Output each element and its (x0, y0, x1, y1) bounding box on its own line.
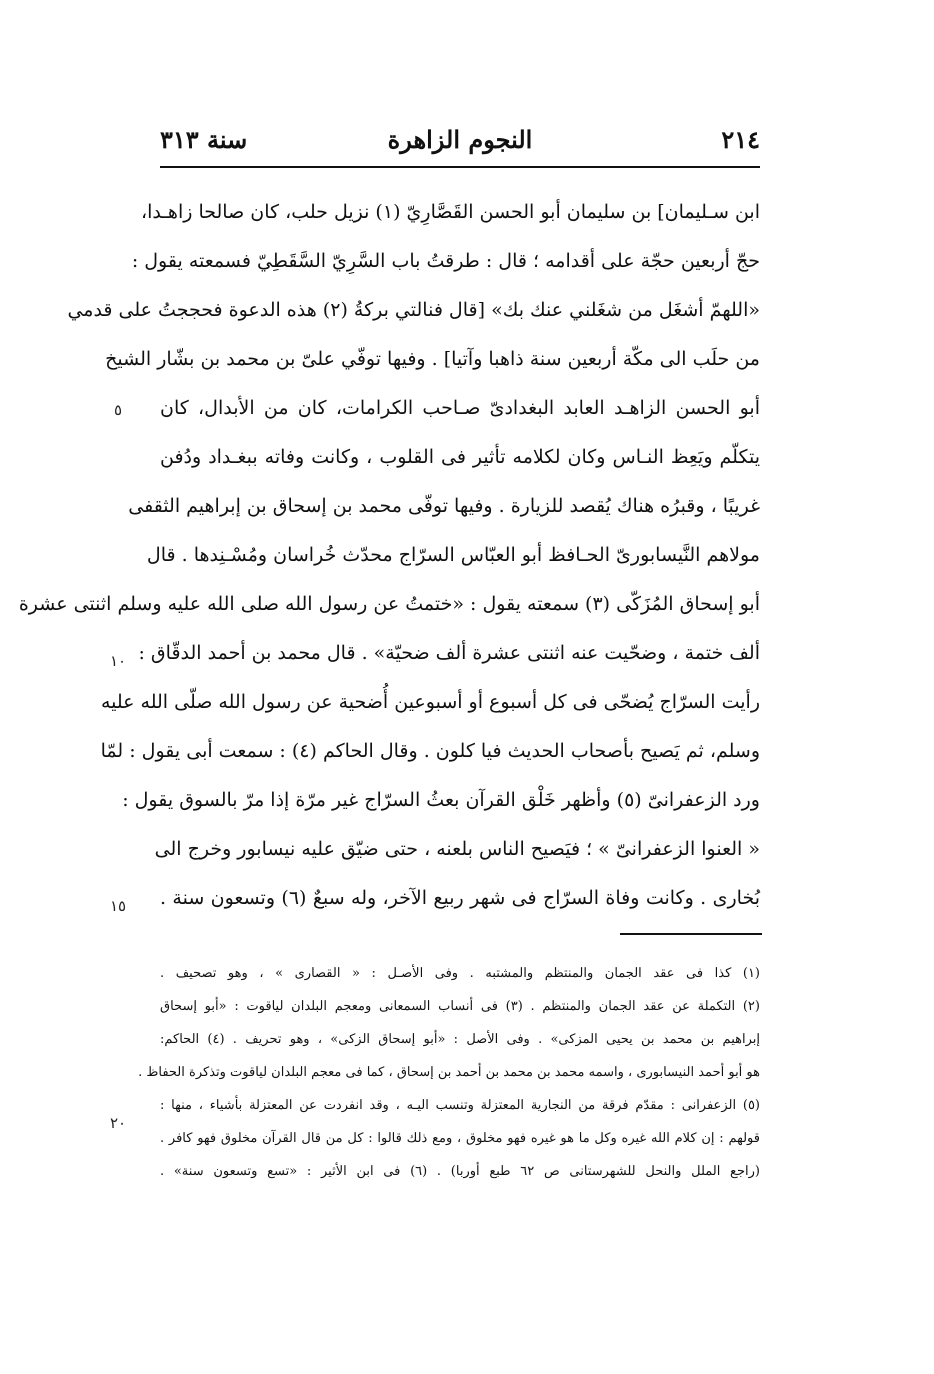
footnote-rule (620, 933, 762, 935)
text-line: أبو إسحاق المُزَكّى (٣) سمعته يقول : «ختمتُ عن رسول الله صلى الله عليه وسلم اثنتى عشرة (18, 593, 760, 615)
page-number: ٢١٤ (721, 125, 760, 154)
line-number-5: ٥ (113, 401, 123, 419)
line-number-10: ١٠ (109, 652, 127, 670)
footnote-line: (٢) التكملة عن عقد الجمان والمنتظم . (٣) فى أنساب السمعانى ومعجم البلدان لياقوت : «أبو إسحاق (160, 999, 760, 1014)
footnote-line: قولهم : إن كلام الله غيره وكل ما هو غيره فهو مخلوق ، ومع ذلك قالوا : كل من قال القرآن مخلوق فهو كافر . (160, 1131, 760, 1146)
text-line: « العنوا الزعفرانىّ » ؛ فيَصيح الناس بلعنه ، حتى ضيّق عليه نيسابور وخرج الى (154, 838, 760, 860)
text-line: ورد الزعفرانىّ (٥) وأظهر خَلْق القرآن بعثُ السرّاج غير مرّة إذا مرّ بالسوق يقول : (122, 789, 760, 811)
header-rule (160, 166, 760, 168)
text-line: ألف ختمة ، وضحّيت عنه اثنتى عشرة ألف ضحيّة» . قال محمد بن أحمد الدقّاق : (138, 642, 760, 664)
line-number-15: ١٥ (109, 897, 127, 915)
text-line: يتكلّم ويَعِظ النـاس وكان لكلامه تأثير فى القلوب ، وكانت وفاته ببغـداد ودُفن (160, 446, 760, 468)
text-line: رأيت السرّاج يُضحّى فى كل أسبوع أو أسبوعين أُضحية عن رسول الله صلّى الله عليه (100, 691, 760, 713)
text-line: بُخارى . وكانت وفاة السرّاج فى شهر ربيع الآخر، وله سبعٌ (٦) وتسعون سنة . (160, 887, 760, 909)
year-label: سنة ٣١٣ (160, 125, 248, 154)
text-line: وسلم، ثم يَصيح بأصحاب الحديث فيا كلون . وقال الحاكم (٤) : سمعت أبى يقول : لمّا (100, 740, 760, 762)
footnote-line: إبراهيم بن محمد بن يحيى المزكى» . وفى الأصل : «أبو إسحاق الزكى» ، وهو تحريف . (٤) الحاكم: (160, 1032, 760, 1047)
page-header (160, 118, 760, 162)
text-line: غريبًا ، وقبرُه هناك يُقصد للزيارة . وفيها توفّى محمد بن إسحاق بن إبراهيم الثقفى (128, 495, 760, 517)
text-line: من حلَب الى مكّة أربعين سنة ذاهبا وآتيا] . وفيها توفّي علىّ بن محمد بن بشّار الشيخ (105, 348, 760, 370)
footnote-line: هو أبو أحمد النيسابورى ، واسمه محمد بن محمد بن أحمد بن إسحاق ، كما فى معجم البلدان لياقوت وتذكرة الحفاظ . (138, 1065, 760, 1080)
text-line: مولاهم النَّيسابورىّ الحـافظ أبو العبّاس السرّاج محدّث خُراسان ومُسْـنِدها . قال (146, 544, 760, 566)
running-title: النجوم الزاهرة (387, 125, 533, 154)
footnote-line: (راجع الملل والنحل للشهرستانى ص ٦٢ طبع أوربا) . (٦) فى ابن الأثير : «تسع وتسعون سنة» . (160, 1164, 760, 1179)
text-line: «اللهمّ أشغَل من شغَلني عنك بك» [قال فنالتي بركةُ (٢) هذه الدعوة فحججتُ على قدمي (67, 299, 760, 321)
footnotes (138, 957, 760, 1188)
footnote-line: (٥) الزعفرانى : مقدّم فرقة من النجارية المعتزلة وتنسب اليـه ، وقد انفردت عن المعتزلة بأشياء ، منها : (160, 1098, 760, 1113)
line-number-20: ٢٠ (109, 1114, 127, 1132)
text-line: حجّ أربعين حجّة على أقدامه ؛ قال : طرقتُ باب السَّرِيّ السَّقَطِيّ فسمعته يقول : (131, 250, 760, 272)
footnote-line: (١) كذا فى عقد الجمان والمنتظم والمشتبه . وفى الأصـل : « القصارى » ، وهو تصحيف . (160, 966, 760, 981)
text-line: ابن سـليمان] بن سليمان أبو الحسن القَصَّارِيّ (١) نزيل حلب، كان صالحا زاهـدا، (140, 201, 760, 223)
text-line: أبو الحسن الزاهـد العابد البغدادىّ صـاحب الكرامات، كان من الأبدال، كان (160, 397, 760, 419)
